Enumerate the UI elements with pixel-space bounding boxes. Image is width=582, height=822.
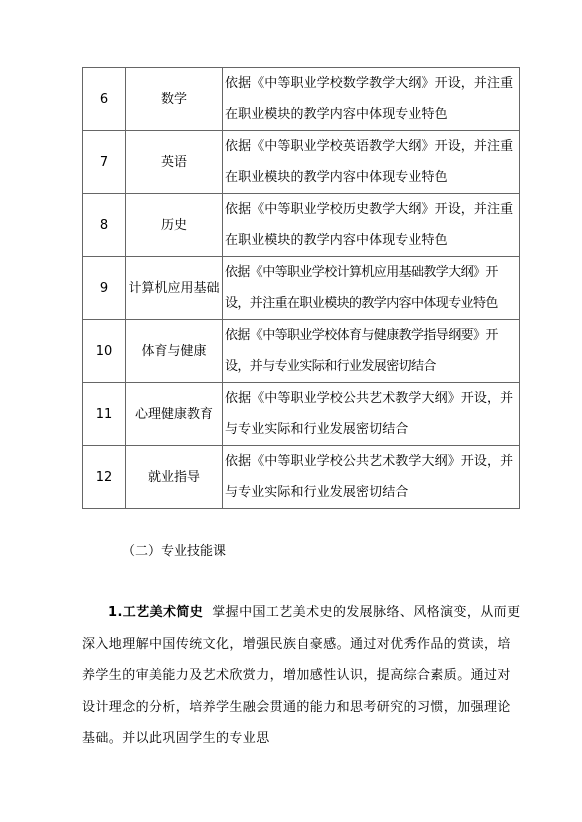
paragraph-body: 掌握中国工艺美术史的发展脉络、风格演变，从而更深入地理解中国传统文化，增强民族自豪感。通过对优秀作品的赏读，培养学生的审美能力及艺术欣赏力，增加感性认识，提高综合素质。通过对设计理念的分析，培养学生融会贯通的能力和思考研究的习惯，加强理论基础。并以此巩固学生的专业思 [82,605,521,746]
course-name: 数学 [126,68,223,131]
table-row [83,320,520,383]
course-number: 7 [83,131,126,194]
table-row [83,194,520,257]
course-number: 11 [83,383,126,446]
course-name: 心理健康教育 [126,383,223,446]
course-number: 6 [83,68,126,131]
course-number: 9 [83,257,126,320]
course-number: 10 [83,320,126,383]
table-row [83,257,520,320]
course-name: 就业指导 [126,446,223,509]
paragraph-title: 1.工艺美术简史 [108,605,204,620]
curriculum-table [82,67,520,509]
course-number: 8 [83,194,126,257]
course-description: 依据《中等职业学校公共艺术教学大纲》开设，并与专业实际和行业发展密切结合 [223,446,520,509]
course-description: 依据《中等职业学校公共艺术教学大纲》开设，并与专业实际和行业发展密切结合 [223,383,520,446]
course-name: 英语 [126,131,223,194]
course-paragraph [82,597,522,755]
course-description: 依据《中等职业学校英语教学大纲》开设，并注重在职业模块的教学内容中体现专业特色 [223,131,520,194]
course-name: 历史 [126,194,223,257]
course-description: 依据《中等职业学校数学教学大纲》开设，并注重在职业模块的教学内容中体现专业特色 [223,68,520,131]
course-description: 依据《中等职业学校历史教学大纲》开设，并注重在职业模块的教学内容中体现专业特色 [223,194,520,257]
course-number: 12 [83,446,126,509]
table-row [83,131,520,194]
course-description: 依据《中等职业学校体育与健康教学指导纲要》开设，并与专业实际和行业发展密切结合 [223,320,520,383]
table-row [83,446,520,509]
table-row [83,68,520,131]
section-heading: （二）专业技能课 [122,544,227,559]
course-name: 体育与健康 [126,320,223,383]
course-name: 计算机应用基础 [126,257,223,320]
course-description: 依据《中等职业学校计算机应用基础教学大纲》开设，并注重在职业模块的教学内容中体现专业特色 [223,257,520,320]
table-row [83,383,520,446]
